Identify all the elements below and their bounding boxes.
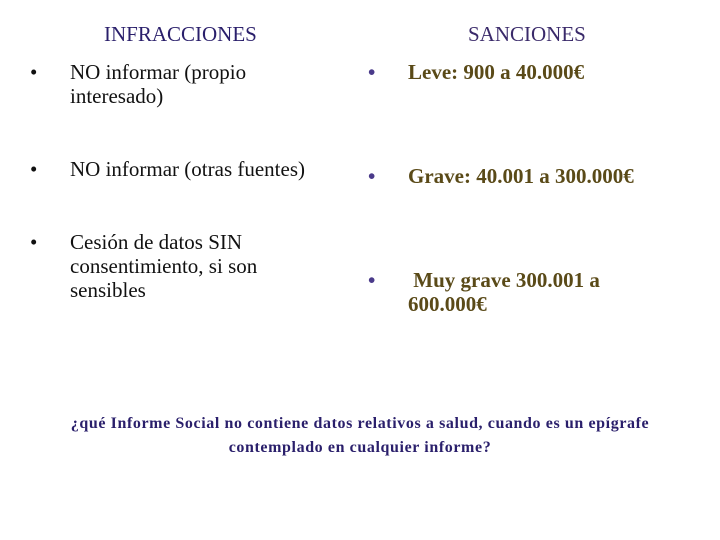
sancion-text: Leve: 900 a 40.000€	[408, 60, 585, 84]
heading-infracciones: INFRACCIONES	[104, 22, 257, 46]
bullet: •	[368, 268, 376, 292]
infraccion-item-3	[30, 230, 320, 302]
infraccion-item-2	[30, 157, 370, 181]
heading-sanciones: SANCIONES	[468, 22, 586, 46]
sancion-text: Muy grave 300.001 a 600.000€	[408, 268, 606, 316]
bullet: •	[30, 157, 38, 181]
bullet: •	[30, 230, 38, 254]
sancion-item-leve	[368, 60, 688, 84]
bullet: •	[368, 164, 376, 188]
infraccion-text: Cesión de datos SIN consentimiento, si son sensibles	[70, 230, 258, 302]
sancion-text: Grave: 40.001 a 300.000€	[408, 164, 634, 188]
infraccion-text: NO informar (propio interesado)	[70, 60, 247, 108]
infraccion-item-1	[30, 60, 330, 108]
bullet: •	[368, 60, 376, 84]
question-text: ¿qué Informe Social no contiene datos relativos a salud, cuando es un epígrafe contemplado en cualquier informe?	[70, 415, 650, 456]
sancion-item-grave	[368, 164, 688, 188]
sancion-item-muy-grave	[368, 268, 638, 316]
infraccion-text: NO informar (otras fuentes)	[70, 157, 305, 181]
bullet: •	[30, 60, 38, 84]
